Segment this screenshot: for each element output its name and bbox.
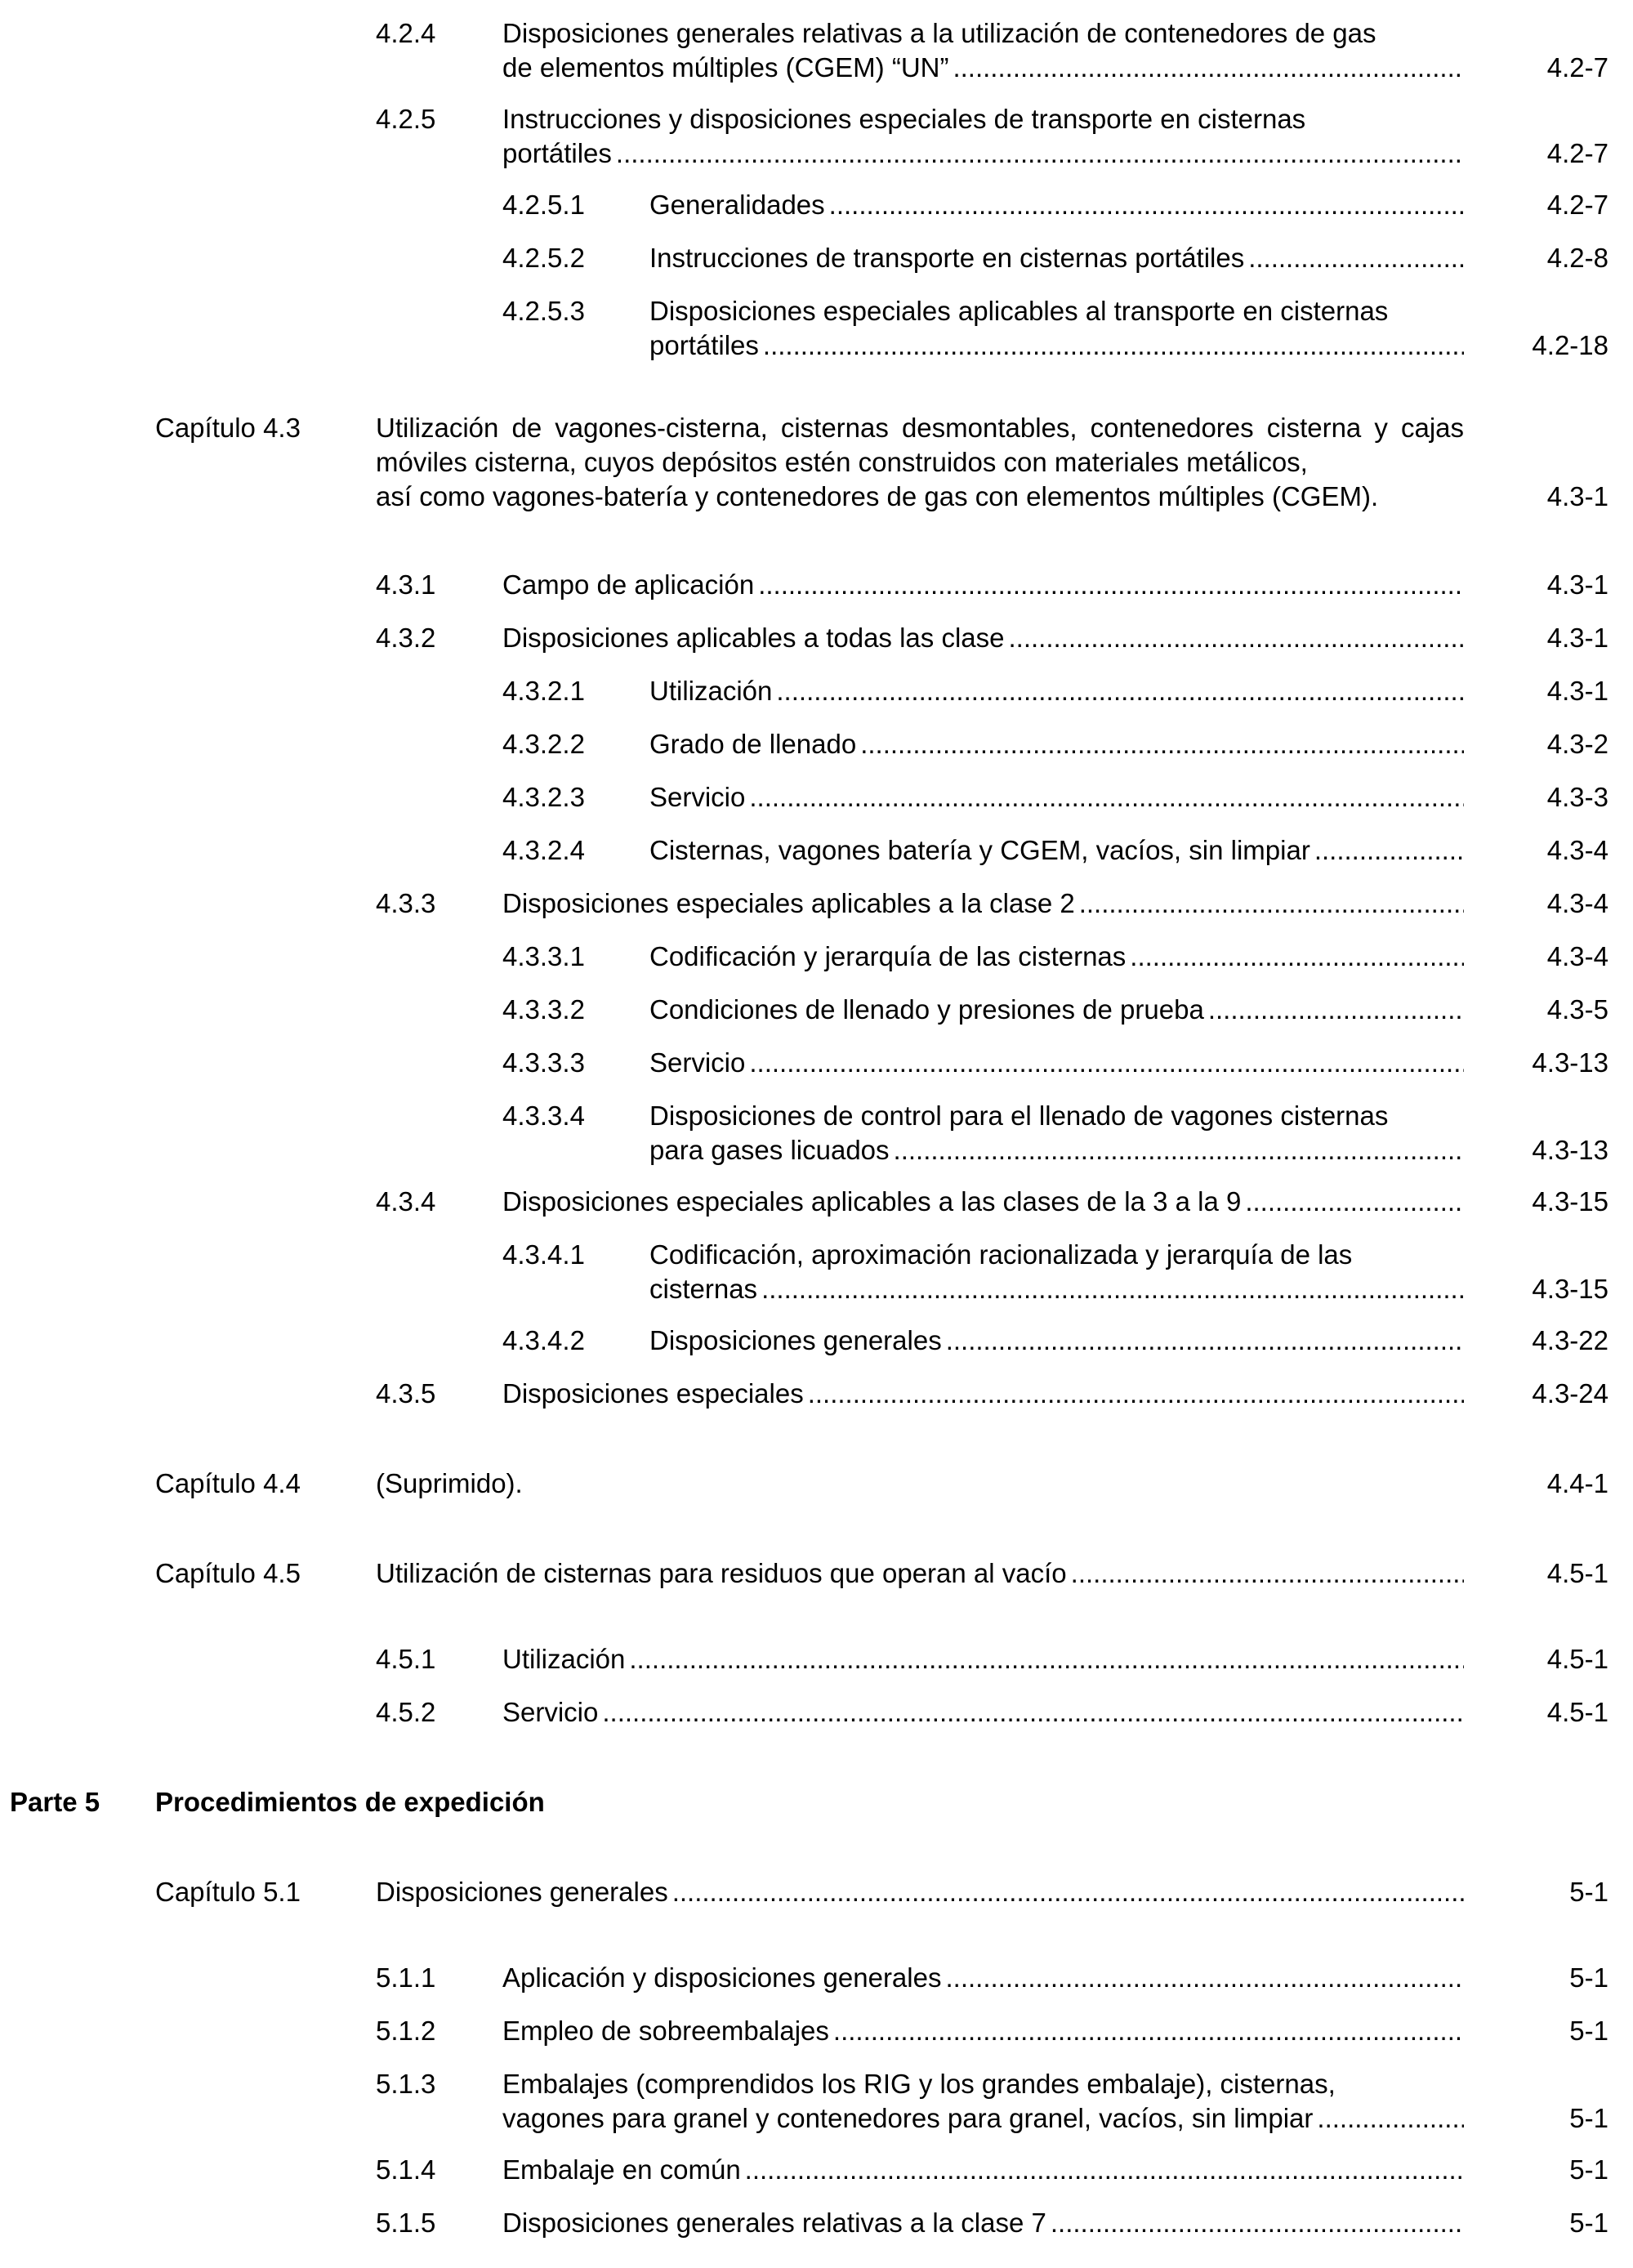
entry-title-text: Disposiciones aplicables a todas las clase [502, 623, 1005, 653]
entry-title-text: Instrucciones de transporte en cisternas portátiles [649, 243, 1245, 273]
page-number: 4.3-24 [1532, 1378, 1608, 1409]
page-number: 4.2-8 [1546, 243, 1608, 273]
entry-title [502, 2153, 1464, 2187]
entry-number: 4.2.4 [376, 18, 436, 48]
entry-title [649, 188, 1464, 222]
entry-title [649, 780, 1464, 815]
entry-number: 4.3.4 [376, 1186, 436, 1217]
entry-title [502, 568, 1464, 602]
entry-title-last-line [502, 886, 1464, 921]
entry-title-text: Codificación y jerarquía de las cisternas [649, 941, 1127, 971]
dot-leader [945, 1961, 1464, 1995]
entry-title-text: Disposiciones generales [649, 1325, 942, 1355]
entry-title-text: Disposiciones especiales [502, 1378, 804, 1409]
entry-title [649, 993, 1464, 1027]
entry-title-last-line [649, 1324, 1464, 1358]
entry-title-last-line [502, 2101, 1464, 2136]
entry-title-text: así como vagones-batería y contenedores de gas con elementos múltiples (CGEM). [376, 481, 1379, 511]
entry-title-text: Generalidades [649, 190, 825, 220]
entry-title-last-line [502, 2153, 1464, 2187]
entry-title-text: (Suprimido). [376, 1468, 523, 1498]
dot-leader [1314, 833, 1464, 868]
entry-title-last-line [649, 674, 1464, 708]
entry-number: 4.3.4.1 [502, 1239, 585, 1270]
entry-title-last-line [502, 1377, 1464, 1411]
page-number: 5-1 [1569, 2208, 1608, 2238]
dot-leader [1009, 621, 1465, 655]
dot-leader [776, 674, 1464, 708]
entry-title-text: Utilización [649, 676, 773, 706]
entry-title-text: cisternas [649, 1274, 758, 1304]
entry-title-last-line [502, 1642, 1464, 1676]
page-number: 4.5-1 [1546, 1644, 1608, 1674]
entry-number: Capítulo 4.3 [155, 413, 301, 443]
entry-title-text: Condiciones de llenado y presiones de prueba [649, 994, 1204, 1025]
page-number: 4.3-4 [1546, 888, 1608, 918]
entry-title-text: Utilización de cisternas para residuos que operan al vacío [376, 1558, 1067, 1588]
entry-title [155, 1785, 1464, 1819]
entry-title-last-line [502, 621, 1464, 655]
entry-title [649, 1046, 1464, 1080]
entry-title [649, 1324, 1464, 1358]
entry-number: 4.3.3.4 [502, 1101, 585, 1131]
entry-title-text: Servicio [649, 782, 746, 812]
entry-title-last-line [649, 328, 1464, 363]
dot-leader [1071, 1556, 1464, 1591]
entry-title-last-line [155, 1785, 1464, 1819]
entry-title-last-line [502, 568, 1464, 602]
entry-title [376, 1467, 1464, 1501]
dot-leader [1130, 940, 1464, 974]
dot-leader [1051, 2206, 1464, 2240]
entry-title-last-line [502, 2014, 1464, 2048]
entry-number: Capítulo 4.4 [155, 1468, 301, 1498]
entry-title [649, 833, 1464, 868]
entry-number: 4.5.1 [376, 1644, 436, 1674]
page-number: 4.4-1 [1546, 1468, 1608, 1498]
page-number: 4.3-4 [1546, 835, 1608, 865]
dot-leader [749, 1046, 1464, 1080]
dot-leader [1245, 1185, 1464, 1219]
entry-title [502, 1695, 1464, 1730]
entry-number: 5.1.5 [376, 2208, 436, 2238]
entry-title-last-line [502, 136, 1464, 171]
entry-title-text: Empleo de sobreembalajes [502, 2016, 829, 2046]
entry-title-lead: Disposiciones de control para el llenado de vagones cisternas [649, 1101, 1389, 1131]
entry-number: 4.3.4.2 [502, 1325, 585, 1355]
entry-title-text: Servicio [649, 1047, 746, 1078]
page-number: 4.5-1 [1546, 1558, 1608, 1588]
entry-number: Capítulo 5.1 [155, 1877, 301, 1907]
page-number: 4.3-3 [1546, 782, 1608, 812]
page-number: 4.3-1 [1546, 569, 1608, 600]
entry-title-last-line [649, 1046, 1464, 1080]
entry-title-text: Procedimientos de expedición [155, 1787, 545, 1817]
entry-title-text: Aplicación y disposiciones generales [502, 1962, 942, 1993]
dot-leader [758, 568, 1464, 602]
entry-title-text: de elementos múltiples (CGEM) “UN” [502, 52, 949, 83]
dot-leader [672, 1875, 1464, 1909]
entry-title [649, 674, 1464, 708]
entry-title [376, 411, 1464, 514]
entry-title-lead: Instrucciones y disposiciones especiales de transporte en cisternas [502, 104, 1306, 134]
page-number: 4.3-1 [1546, 481, 1608, 511]
entry-title-last-line [502, 1961, 1464, 1995]
page-number: 4.5-1 [1546, 1697, 1608, 1727]
entry-title [502, 886, 1464, 921]
dot-leader [602, 1695, 1464, 1730]
entry-title-text: vagones para granel y contenedores para granel, vacíos, sin limpiar [502, 2103, 1314, 2133]
page-number: 4.3-13 [1532, 1047, 1608, 1078]
dot-leader [1317, 2101, 1464, 2136]
entry-title [649, 294, 1464, 363]
dot-leader [616, 136, 1464, 171]
entry-title-last-line [649, 1133, 1464, 1167]
entry-title [376, 1556, 1464, 1591]
entry-number: 5.1.1 [376, 1962, 436, 1993]
entry-number: 4.3.2 [376, 623, 436, 653]
entry-title-text: Utilización [502, 1644, 626, 1674]
entry-title-last-line [502, 51, 1464, 85]
page-number: 4.3-13 [1532, 1135, 1608, 1165]
entry-title [502, 2067, 1464, 2136]
entry-title-text: portátiles [649, 330, 759, 360]
entry-title-text: Disposiciones especiales aplicables a la clase 2 [502, 888, 1075, 918]
entry-title-last-line [376, 1467, 1464, 1501]
dot-leader [894, 1133, 1464, 1167]
page-number: 5-1 [1569, 2103, 1608, 2133]
entry-title-last-line [649, 780, 1464, 815]
entry-number: 4.3.5 [376, 1378, 436, 1409]
entry-number: 4.3.2.4 [502, 835, 585, 865]
dot-leader [808, 1377, 1464, 1411]
entry-title-last-line [502, 1185, 1464, 1219]
entry-title-last-line [649, 727, 1464, 761]
dot-leader [763, 328, 1464, 363]
entry-number: 4.3.2.2 [502, 729, 585, 759]
entry-number: 4.3.3.3 [502, 1047, 585, 1078]
entry-title [649, 1099, 1464, 1167]
dot-leader [761, 1272, 1464, 1306]
entry-title [376, 1875, 1464, 1909]
entry-number: 4.2.5.1 [502, 190, 585, 220]
page-number: 5-1 [1569, 2154, 1608, 2185]
entry-title-text: Grado de llenado [649, 729, 857, 759]
entry-title-text: portátiles [502, 138, 612, 168]
entry-title [502, 2206, 1464, 2240]
entry-number: 4.5.2 [376, 1697, 436, 1727]
page-number: 4.3-1 [1546, 676, 1608, 706]
entry-title-last-line [376, 1875, 1464, 1909]
page-number: 4.2-7 [1546, 52, 1608, 83]
entry-title [649, 940, 1464, 974]
entry-title-last-line [649, 993, 1464, 1027]
page-number: 4.3-4 [1546, 941, 1608, 971]
entry-title-text: Disposiciones generales relativas a la clase 7 [502, 2208, 1046, 2238]
entry-title [502, 1642, 1464, 1676]
entry-title [502, 1185, 1464, 1219]
entry-number: Capítulo 4.5 [155, 1558, 301, 1588]
entry-title-text: para gases licuados [649, 1135, 890, 1165]
page-number: 4.3-15 [1532, 1274, 1608, 1304]
entry-title-text: Servicio [502, 1697, 599, 1727]
entry-title-last-line [649, 241, 1464, 275]
entry-title-text: Cisternas, vagones batería y CGEM, vacíos, sin limpiar [649, 835, 1310, 865]
entry-number: 5.1.3 [376, 2069, 436, 2099]
page-number: 4.2-18 [1532, 330, 1608, 360]
entry-title [502, 1377, 1464, 1411]
page-number: 4.3-2 [1546, 729, 1608, 759]
page-number: 4.3-22 [1532, 1325, 1608, 1355]
entry-title-lead: Disposiciones generales relativas a la utilización de contenedores de gas [502, 18, 1376, 48]
entry-title [649, 241, 1464, 275]
entry-number: 4.3.3.1 [502, 941, 585, 971]
entry-title-lead: Utilización de vagones-cisterna, cisternas desmontables, contenedores cisterna y cajas móviles cisterna, cuyos depósitos estén construidos con materiales metálicos, [376, 413, 1464, 477]
entry-title-text: Embalaje en común [502, 2154, 741, 2185]
entry-title [502, 102, 1464, 171]
entry-title [502, 1961, 1464, 1995]
entry-number: 4.3.3.2 [502, 994, 585, 1025]
entry-number: 4.2.5 [376, 104, 436, 134]
entry-title-last-line [502, 2206, 1464, 2240]
page-number: 4.3-15 [1532, 1186, 1608, 1217]
entry-title [649, 727, 1464, 761]
dot-leader [860, 727, 1464, 761]
page-number: 4.2-7 [1546, 190, 1608, 220]
dot-leader [833, 2014, 1464, 2048]
dot-leader [629, 1642, 1464, 1676]
dot-leader [1208, 993, 1464, 1027]
entry-title-lead: Embalajes (comprendidos los RIG y los grandes embalaje), cisternas, [502, 2069, 1336, 2099]
entry-title-last-line [649, 940, 1464, 974]
entry-title-last-line [649, 833, 1464, 868]
entry-title [649, 1238, 1464, 1306]
dot-leader [745, 2153, 1464, 2187]
entry-title [502, 2014, 1464, 2048]
dot-leader [953, 51, 1464, 85]
entry-title [502, 16, 1464, 85]
entry-title-text: Disposiciones generales [376, 1877, 668, 1907]
dot-leader [1079, 886, 1464, 921]
entry-number: 4.3.2.3 [502, 782, 585, 812]
entry-title-lead: Disposiciones especiales aplicables al transporte en cisternas [649, 296, 1389, 326]
page-number: 4.2-7 [1546, 138, 1608, 168]
dot-leader [946, 1324, 1464, 1358]
entry-title-text: Campo de aplicación [502, 569, 755, 600]
entry-number: 5.1.2 [376, 2016, 436, 2046]
dot-leader [829, 188, 1464, 222]
entry-number: 4.2.5.3 [502, 296, 585, 326]
entry-number: 4.3.3 [376, 888, 436, 918]
entry-title-last-line [376, 1556, 1464, 1591]
entry-number: 4.3.2.1 [502, 676, 585, 706]
dot-leader [1248, 241, 1464, 275]
entry-number: 4.3.1 [376, 569, 436, 600]
entry-number: 4.2.5.2 [502, 243, 585, 273]
page-number: 5-1 [1569, 2016, 1608, 2046]
entry-number: 5.1.4 [376, 2154, 436, 2185]
part-label: Parte 5 [10, 1787, 100, 1817]
entry-title-last-line [502, 1695, 1464, 1730]
page-number: 4.3-5 [1546, 994, 1608, 1025]
dot-leader [749, 780, 1464, 815]
entry-title-last-line [376, 480, 1464, 514]
entry-title [502, 621, 1464, 655]
entry-title-last-line [649, 1272, 1464, 1306]
page-number: 5-1 [1569, 1962, 1608, 1993]
entry-title-text: Disposiciones especiales aplicables a las clases de la 3 a la 9 [502, 1186, 1242, 1217]
page-number: 4.3-1 [1546, 623, 1608, 653]
page-number: 5-1 [1569, 1877, 1608, 1907]
entry-title-lead: Codificación, aproximación racionalizada y jerarquía de las [649, 1239, 1353, 1270]
entry-title-last-line [649, 188, 1464, 222]
